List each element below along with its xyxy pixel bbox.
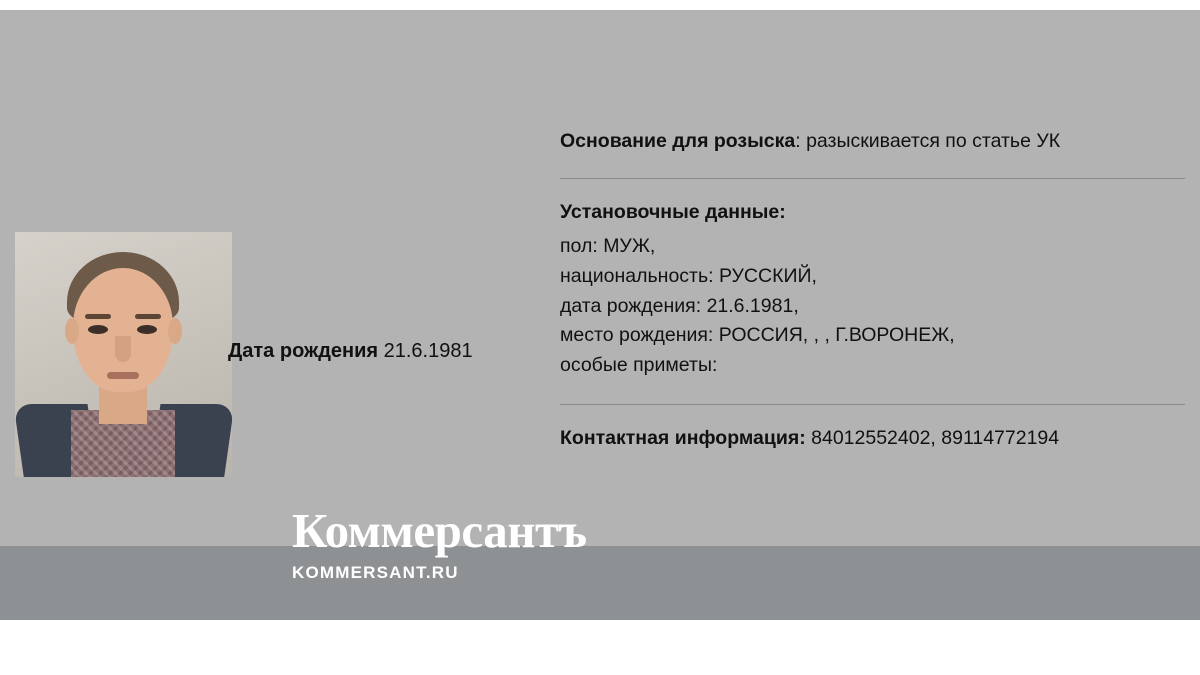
eye-left-shape: [88, 325, 108, 334]
list-item: особые приметы:: [560, 353, 718, 376]
list-item: дата рождения: 21.6.1981,: [560, 294, 799, 317]
ear-right-shape: [168, 318, 182, 344]
eyebrow-right-shape: [135, 314, 161, 319]
birth-date-value: 21.6.1981: [383, 340, 473, 362]
divider-one: [560, 178, 1185, 179]
ear-left-shape: [65, 318, 79, 344]
list-item: место рождения: РОССИЯ, , , Г.ВОРОНЕЖ,: [560, 324, 955, 347]
eye-right-shape: [137, 325, 157, 334]
contact-block: [560, 427, 1185, 450]
reason-block: [560, 128, 1185, 154]
list-item: национальность: РУССКИЙ,: [560, 264, 817, 287]
mouth-shape: [107, 372, 139, 379]
identification-list: [560, 232, 1185, 380]
details-column: [560, 128, 1185, 450]
identification-block: [560, 201, 1185, 380]
info-card: [0, 10, 1200, 610]
portrait-photo: [15, 232, 232, 477]
list-item: пол: МУЖ,: [560, 235, 656, 258]
contact-label: Контактная информация:: [560, 427, 806, 450]
eyebrow-left-shape: [85, 314, 111, 319]
bottom-band: [0, 546, 1200, 620]
reason-label: Основание для розыска: [560, 130, 796, 152]
nose-shape: [115, 336, 131, 362]
reason-value: разыскивается по статье УК: [806, 130, 1061, 152]
contact-value: 84012552402, 89114772194: [811, 427, 1060, 450]
watermark-subtitle: KOMMERSANT.RU: [292, 563, 459, 582]
watermark-title: Коммерсантъ: [292, 503, 587, 558]
divider-two: [560, 404, 1185, 405]
identification-heading: Установочные данные:: [560, 201, 786, 224]
birth-date-caption: [228, 340, 473, 363]
birth-date-label: Дата рождения: [228, 340, 379, 362]
reason-separator: :: [795, 130, 807, 152]
